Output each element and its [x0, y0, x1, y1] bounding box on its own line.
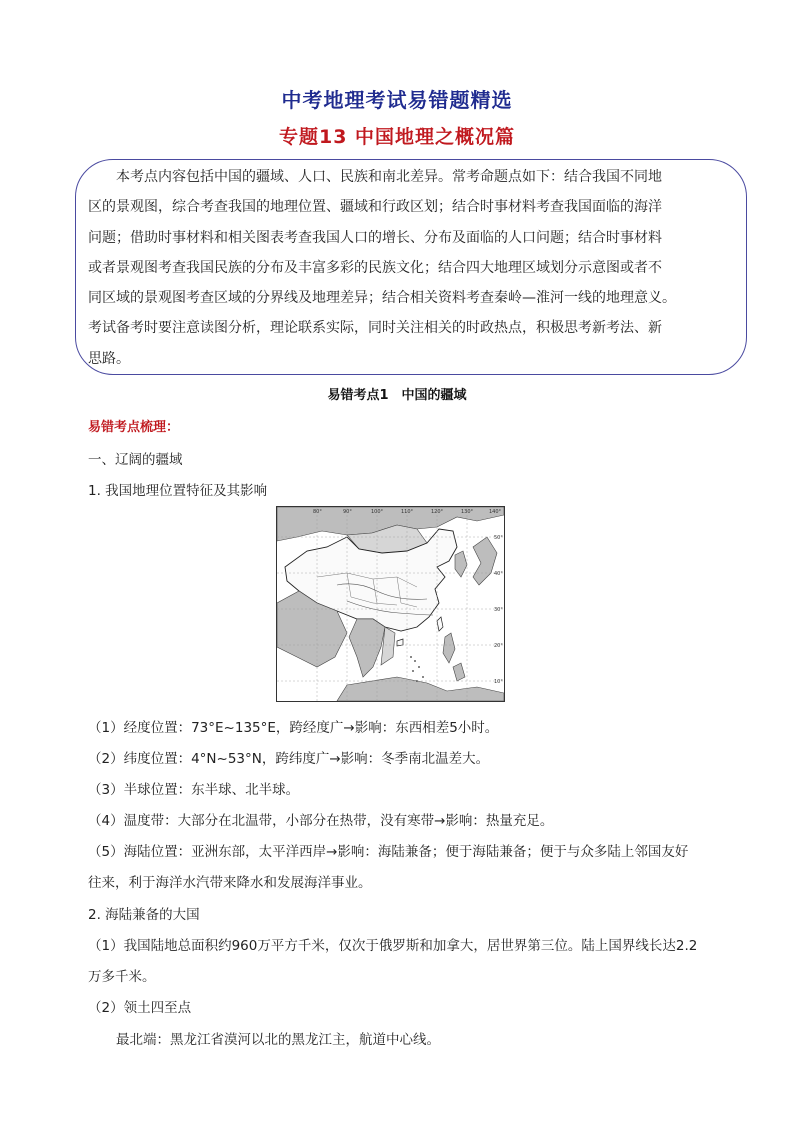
heading-location: 1. 我国地理位置特征及其影响 — [88, 483, 268, 499]
lon-label: 80° — [313, 509, 322, 515]
item-temperature-zone: （4）温度带：大部分在北温带，小部分在热带，没有寒带→影响：热量充足。 — [88, 813, 554, 829]
lon-label: 110° — [401, 509, 414, 515]
lon-label: 130° — [461, 509, 474, 515]
intro-line: 思路。 — [88, 350, 130, 367]
lon-label: 120° — [431, 509, 444, 515]
heading-territory: 一、辽阔的疆域 — [88, 452, 183, 468]
intro-line: 区的景观图，综合考查我国的地理位置、疆域和行政区划；结合时事材料考查我国面临的海洋 — [88, 199, 662, 216]
intro-line: 考试备考时要注意读图分析，理论联系实际，同时关注相关的时政热点，积极思考新考法、新 — [88, 320, 662, 337]
lat-label: 10° — [494, 679, 503, 685]
item-sea-land: （5）海陆位置：亚洲东部，太平洋西岸→影响：海陆兼备；便于海陆兼备；便于与众多陆上邻国友好 — [88, 844, 689, 860]
section-heading: 易错考点1 中国的疆域 — [327, 388, 467, 403]
item-longitude: （1）经度位置：73°E~135°E，跨经度广→影响：东西相差5小时。 — [88, 720, 499, 736]
item-latitude: （2）纬度位置：4°N~53°N，跨纬度广→影响：冬季南北温差大。 — [88, 751, 490, 767]
item-extremes: （2）领土四至点 — [88, 1000, 192, 1016]
lat-label: 20° — [494, 643, 503, 649]
intro-paragraph — [88, 162, 728, 374]
intro-line: 同区域的景观图考查区域的分界线及地理差异；结合相关资料考查秦岭—淮河一线的地理意义。 — [88, 290, 676, 307]
intro-line: 本考点内容包括中国的疆域、人口、民族和南北差异。常考命题点如下：结合我国不同地 — [116, 169, 662, 185]
map-drawing — [277, 507, 504, 701]
page-title: 中考地理考试易错题精选 — [281, 88, 513, 112]
lat-label: 30° — [494, 607, 503, 613]
heading-big-country: 2. 海陆兼备的大国 — [88, 907, 200, 923]
china-location-map — [276, 506, 505, 702]
item-sea-land-cont: 往来，利于海洋水汽带来降水和发展海洋事业。 — [88, 875, 372, 891]
item-area: （1）我国陆地总面积约960万平方千米，仅次于俄罗斯和加拿大，居世界第三位。陆上国界线长达2.2 — [88, 938, 698, 954]
lon-label: 140° — [489, 509, 502, 515]
subheading: 易错考点梳理： — [88, 420, 180, 435]
page-subtitle: 专题13 中国地理之概况篇 — [278, 126, 516, 148]
lon-label: 90° — [343, 509, 352, 515]
item-area-cont: 万多千米。 — [88, 969, 156, 985]
item-hemisphere: （3）半球位置：东半球、北半球。 — [88, 782, 300, 798]
intro-line: 问题；借助时事材料和相关图表考查我国人口的增长、分布及面临的人口问题；结合时事材料 — [88, 229, 662, 246]
lat-label: 40° — [494, 571, 503, 577]
intro-line: 或者景观图考查我国民族的分布及丰富多彩的民族文化；结合四大地理区域划分示意图或者不 — [88, 259, 662, 276]
lon-label: 100° — [371, 509, 384, 515]
lat-label: 50° — [494, 535, 503, 541]
item-northernmost: 最北端：黑龙江省漠河以北的黑龙江主，航道中心线。 — [116, 1032, 440, 1048]
